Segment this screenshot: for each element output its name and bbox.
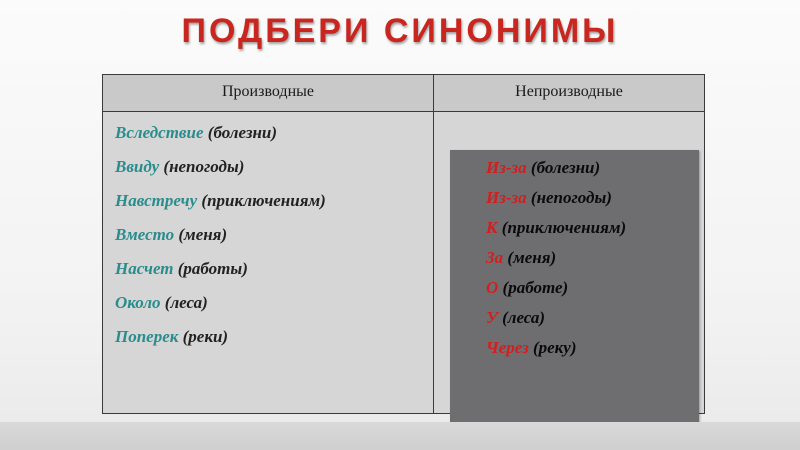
list-item	[486, 277, 626, 307]
preposition: Вместо	[115, 225, 175, 244]
header-derived: Производные	[222, 83, 314, 100]
phrase-rest: (приключениям)	[197, 191, 326, 210]
preposition: Через	[486, 338, 529, 357]
phrase-rest: (леса)	[160, 293, 208, 312]
phrase-rest: (приключениям)	[497, 218, 627, 237]
phrase-rest: (реку)	[528, 338, 577, 357]
phrase-rest: (болезни)	[526, 158, 601, 177]
preposition: Ввиду	[115, 157, 160, 176]
preposition: За	[486, 248, 504, 267]
phrase-rest: (меня)	[174, 225, 228, 244]
list-item	[115, 122, 326, 156]
header-nonderived: Непроизводные	[515, 83, 623, 100]
list-item	[486, 247, 626, 277]
phrase-rest: (реки)	[178, 327, 229, 346]
phrase-rest: (болезни)	[203, 123, 278, 142]
preposition: Около	[115, 293, 161, 312]
list-item	[486, 187, 626, 217]
list-item	[486, 337, 626, 367]
list-item	[115, 326, 326, 360]
preposition: Из-за	[486, 158, 527, 177]
slide-title: ПОДБЕРИ СИНОНИМЫ	[181, 12, 619, 50]
list-item	[115, 258, 326, 292]
list-item	[115, 224, 326, 258]
preposition: К	[486, 218, 498, 237]
preposition: У	[486, 308, 498, 327]
preposition: Насчет	[115, 259, 174, 278]
list-item	[486, 157, 626, 187]
answers-box	[450, 150, 699, 438]
preposition: О	[486, 278, 499, 297]
nonderived-prepositions-list	[486, 157, 626, 367]
derived-prepositions-list	[115, 122, 326, 360]
phrase-rest: (меня)	[503, 248, 557, 267]
phrase-rest: (леса)	[497, 308, 546, 327]
phrase-rest: (непогоды)	[159, 157, 245, 176]
preposition: Из-за	[486, 188, 527, 207]
phrase-rest: (непогоды)	[526, 188, 612, 207]
footer-bar	[0, 422, 800, 450]
table-header-row	[103, 75, 704, 112]
list-item	[115, 292, 326, 326]
column-divider	[433, 75, 434, 413]
preposition: Навстречу	[115, 191, 198, 210]
preposition: Поперек	[115, 327, 179, 346]
list-item	[115, 156, 326, 190]
list-item	[115, 190, 326, 224]
phrase-rest: (работы)	[173, 259, 248, 278]
list-item	[486, 217, 626, 247]
preposition: Вследствие	[115, 123, 204, 142]
list-item	[486, 307, 626, 337]
phrase-rest: (работе)	[498, 278, 569, 297]
